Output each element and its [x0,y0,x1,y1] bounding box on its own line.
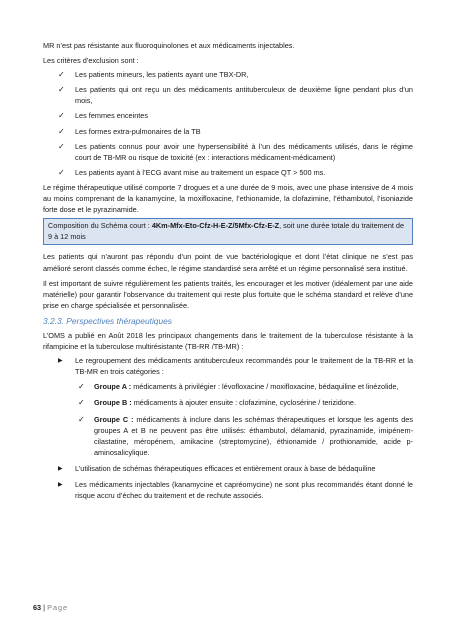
changes-list [43,355,413,501]
checkmark-icon: ✓ [58,70,65,80]
arrow-bullet-icon: ▶ [58,357,63,365]
list-item: ✓ Les patients qui ont reçu un des médicaments antituberculeux de deuxième ligne pendant plus d’un mois, [58,85,413,106]
list-item: ▶ Le regroupement des médicaments antituberculeux recommandés pour le traitement de la TB-RR et la TB-MR en trois catégories : ✓ Groupe A : médicaments à privilégier : lévofloxacine / moxifloxacine, bédaquiline et linézolide, ✓ Groupe B : médicaments à ajouter ensuite : clofazimine, cyclosérine / terizidone. ✓ Groupe C : médicaments à inclure dans les schémas thérapeutiques et lorsque les agents des groupes A et B ne peuvent pas être utilisés: éthambutol, délamanid, pyrazinamide, imipénem-cilastatine, méropénem, amikacine (streptomycine), éthionamide / prothionamide, acide p-aminosalicylique. [58,356,413,457]
page-label: Page [47,603,69,612]
checkmark-icon: ✓ [78,414,85,424]
checkmark-icon: ✓ [58,85,65,95]
paragraph-regimen: Le régime thérapeutique utilisé comporte 7 drogues et a une durée de 9 mois, avec une phase intensive de 4 mois au moins comprenant de la kanamycine, la moxifloxacine, l’ethionamide, la clofazimine, l’éthambutol, l’isoniazide forte dose et le pyrazinamide. [43,182,413,215]
regimen-composition-box: Composition du Schéma court : 4Km-Mfx-Eto-Cfz-H-E-Z/5Mfx-Cfz-E-Z, soit une durée totale du traitement de 9 à 12 mois [43,218,413,245]
list-item: ✓ Groupe B : médicaments à ajouter ensuite : clofazimine, cyclosérine / terizidone. [78,398,356,408]
list-item: ✓ Les femmes enceintes [58,111,149,121]
list-item: ✓ Groupe C : médicaments à inclure dans les schémas thérapeutiques et lorsque les agents des groupes A et B ne peuvent pas être utilisés: éthambutol, délamanid, pyrazinamide, imipénem-cilastatine, méropénem, amikacine (streptomycine), éthionamide / prothionamide, acide p-aminosalicylique. [78,414,413,457]
paragraph-failure: Les patients qui n’auront pas répondu d’un point de vue bactériologique et dont l’état clinique ne s’est pas amélioré seront classés comme échec, le régime standardisé sera arrêté et un régime personnalisé sera institué. [43,252,413,273]
page-content [43,40,413,506]
list-item: ✓ Les formes extra-pulmonaires de la TB [58,126,201,136]
paragraph-mr-resistance: MR n’est pas résistante aux fluoroquinolones et aux médicaments injectables. [43,41,295,50]
arrow-bullet-icon: ▶ [58,464,63,472]
checkmark-icon: ✓ [58,111,65,121]
list-item: ▶ Les médicaments injectables (kanamycine et capréomycine) ne sont plus recommandés étant donné le risque accru d’échec du traitement et de rechute associés. [58,480,413,501]
list-item: ✓ Groupe A : médicaments à privilégier : lévofloxacine / moxifloxacine, bédaquiline et linézolide, [78,382,399,392]
list-item: ▶ L’utilisation de schémas thérapeutiques efficaces et entièrement oraux à base de bédaquiline [58,463,376,473]
list-item: ✓ Les patients connus pour avoir une hypersensibilité à l’un des médicaments utilisés, dans le régime court de TB-MR ou risque de toxicité (ex : interactions médicament-médicament) [58,141,413,162]
paragraph-follow-up: Il est important de suivre régulièrement les patients traités, les encourager et les motiver (idéalement par une aide matérielle) pour garantir l’observance du traitement qui reste plus fortuite que le schéma standard et relève d’une prise en charge spécialisée et personnalisée. [43,278,413,310]
exclusion-criteria-list [43,69,413,178]
checkmark-icon: ✓ [78,398,85,408]
page-number: 63 [33,603,42,612]
drug-groups-list [75,381,413,458]
checkmark-icon: ✓ [58,167,65,177]
checkmark-icon: ✓ [58,141,65,151]
list-item: ✓ Les patients ayant à l’ECG avant mise au traitement un espace QT > 500 ms. [58,167,326,177]
paragraph-exclusion-intro: Les critères d’exclusion sont : [43,56,139,66]
checkmark-icon: ✓ [58,126,65,136]
arrow-bullet-icon: ▶ [58,481,63,488]
section-title: 3.2.3. Perspectives thérapeutiques [43,315,172,326]
list-item: ✓ Les patients mineurs, les patients ayant une TBX-DR, [58,70,249,80]
checkmark-icon: ✓ [78,382,85,392]
paragraph-oms-2018: L’OMS a publié en Août 2018 les principaux changements dans le traitement de la tuberculose résistante à la rifampicine et la tuberculose multirésistante (TB-RR /TB-MR) : [43,330,413,352]
page-footer: 63 | Page [33,603,69,612]
regimen-formula: 4Km-Mfx-Eto-Cfz-H-E-Z/5Mfx-Cfz-E-Z [151,221,280,231]
